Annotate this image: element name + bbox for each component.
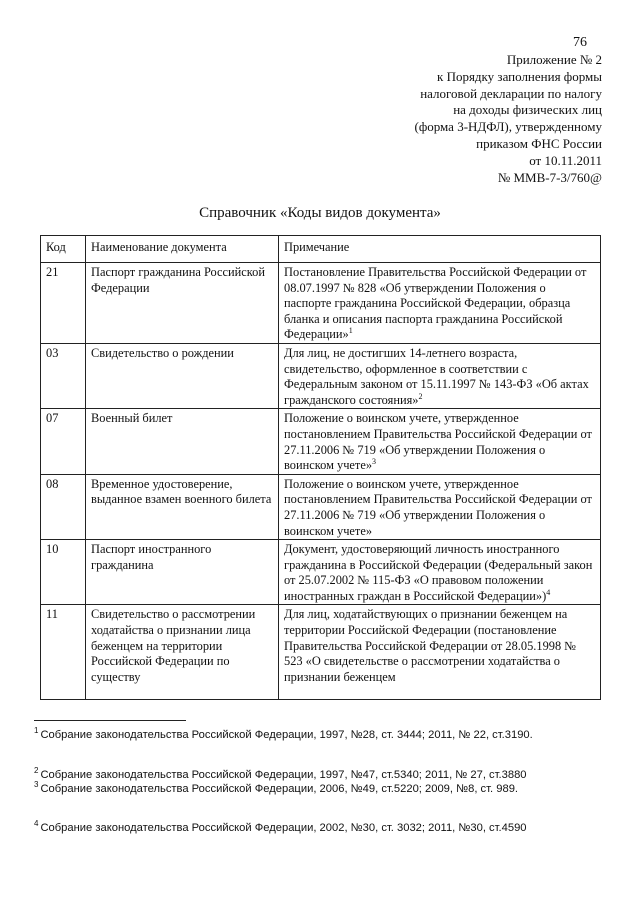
row-code: 10 — [41, 540, 86, 605]
document-codes-table — [40, 235, 601, 700]
appendix-line: Приложение № 2 — [506, 52, 602, 67]
footnote-text: Собрание законодательства Российской Федерации, 1997, №47, ст.5340; 2011, № 27, ст.3880 — [40, 769, 527, 781]
footnote-number: 3 — [34, 780, 39, 790]
row-name: Паспорт иностранного гражданина — [86, 540, 279, 605]
footnote-separator — [34, 720, 186, 721]
footnote — [34, 768, 527, 782]
appendix-line: от 10.11.2011 — [529, 152, 602, 168]
appendix-line: налоговой декларации по налогу — [420, 85, 602, 101]
table-row — [41, 263, 601, 344]
appendix-line: (форма 3-НДФЛ), утвержденному — [414, 119, 602, 135]
table-row — [41, 474, 601, 539]
header-code: Код — [41, 236, 86, 263]
row-note — [279, 605, 601, 700]
footnote-number: 1 — [34, 726, 39, 736]
row-note — [279, 540, 601, 605]
footnote-ref: 1 — [348, 326, 353, 336]
footnote-text: Собрание законодательства Российской Федерации, 2006, №49, ст.5220; 2009, №8, ст. 989. — [40, 783, 519, 795]
appendix-line: на доходы физических лиц — [453, 102, 602, 118]
row-note — [279, 343, 601, 408]
table-row — [41, 605, 601, 700]
row-code: 03 — [41, 343, 86, 408]
footnote — [34, 728, 533, 742]
footnote-text: Собрание законодательства Российской Федерации, 1997, №28, ст. 3444; 2011, № 22, ст.3190. — [40, 729, 533, 741]
row-name: Свидетельство о рождении — [86, 343, 279, 408]
page-number: 76 — [573, 35, 587, 50]
row-name: Паспорт гражданина Российской Федерации — [86, 263, 279, 344]
document-title: Справочник «Коды видов документа» — [199, 205, 441, 221]
row-name: Временное удостоверение, выданное взамен военного билета — [86, 474, 279, 539]
row-note-text: Документ, удостоверяющий личность иностранного гражданина в Российской Федерации (Федеральный закон от 25.07.2002 № 115-ФЗ «О правовом положении иностранных граждан в Российской Федерации») — [284, 542, 593, 603]
footnote-number: 2 — [34, 766, 39, 776]
appendix-block — [342, 52, 602, 186]
table-row — [41, 343, 601, 408]
footnote — [34, 782, 518, 796]
row-note — [279, 474, 601, 539]
footnote — [34, 821, 527, 835]
row-note-text: Положение о воинском учете, утвержденное постановлением Правительства Российской Федерации от 27.11.2006 № 719 «Об утверждении Положения о воинском учете» — [284, 411, 592, 473]
row-note — [279, 409, 601, 474]
row-note-clip — [284, 607, 595, 699]
header-name: Наименование документа — [86, 236, 279, 263]
row-code: 08 — [41, 474, 86, 539]
footnote-ref: 4 — [546, 587, 551, 597]
appendix-line: № ММВ-7-3/760@ — [497, 169, 602, 185]
row-name: Свидетельство о рассмотрении ходатайства о признании лица беженцем на территории Российской Федерации по существу — [86, 605, 279, 700]
row-note-text: Постановление Правительства Российской Федерации от 08.07.1997 № 828 «Об утверждении Положения о паспорте гражданина Российской Федерации, образца бланка и описания паспорта гражданина Российской Федерации» — [284, 265, 587, 342]
row-code: 07 — [41, 409, 86, 474]
table-row — [41, 409, 601, 474]
row-name: Военный билет — [86, 409, 279, 474]
footnote-number: 4 — [34, 819, 39, 829]
footnote-ref: 2 — [418, 391, 423, 401]
table-row — [41, 540, 601, 605]
footnote-text: Собрание законодательства Российской Федерации, 2002, №30, ст. 3032; 2011, №30, ст.4590 — [40, 822, 527, 834]
row-note-text: Для лиц, ходатайствующих о признании беженцем на территории Российской Федерации (постановление Правительства Российской Федерации от 28.05.1998 № 523 «О свидетельстве о рассмотрении ходатайства о признании беженцем — [284, 607, 577, 684]
row-note-text: Для лиц, не достигших 14-летнего возраста, свидетельство, оформленное в соответствии с Федеральным законом от 15.11.1997 № 143-ФЗ «Об актах гражданского состояния» — [284, 345, 589, 407]
table-header-row — [41, 236, 601, 263]
appendix-line: к Порядку заполнения формы — [437, 68, 602, 84]
header-note: Примечание — [279, 236, 601, 263]
footnote-ref: 3 — [372, 457, 377, 466]
appendix-line: приказом ФНС России — [476, 135, 602, 151]
row-note — [279, 263, 601, 344]
row-code: 11 — [41, 605, 86, 700]
row-note-text: Положение о воинском учете, утвержденное постановлением Правительства Российской Федерации от 27.11.2006 № 719 «Об утверждении Положения о воинском учете» — [284, 476, 592, 538]
row-code: 21 — [41, 263, 86, 344]
